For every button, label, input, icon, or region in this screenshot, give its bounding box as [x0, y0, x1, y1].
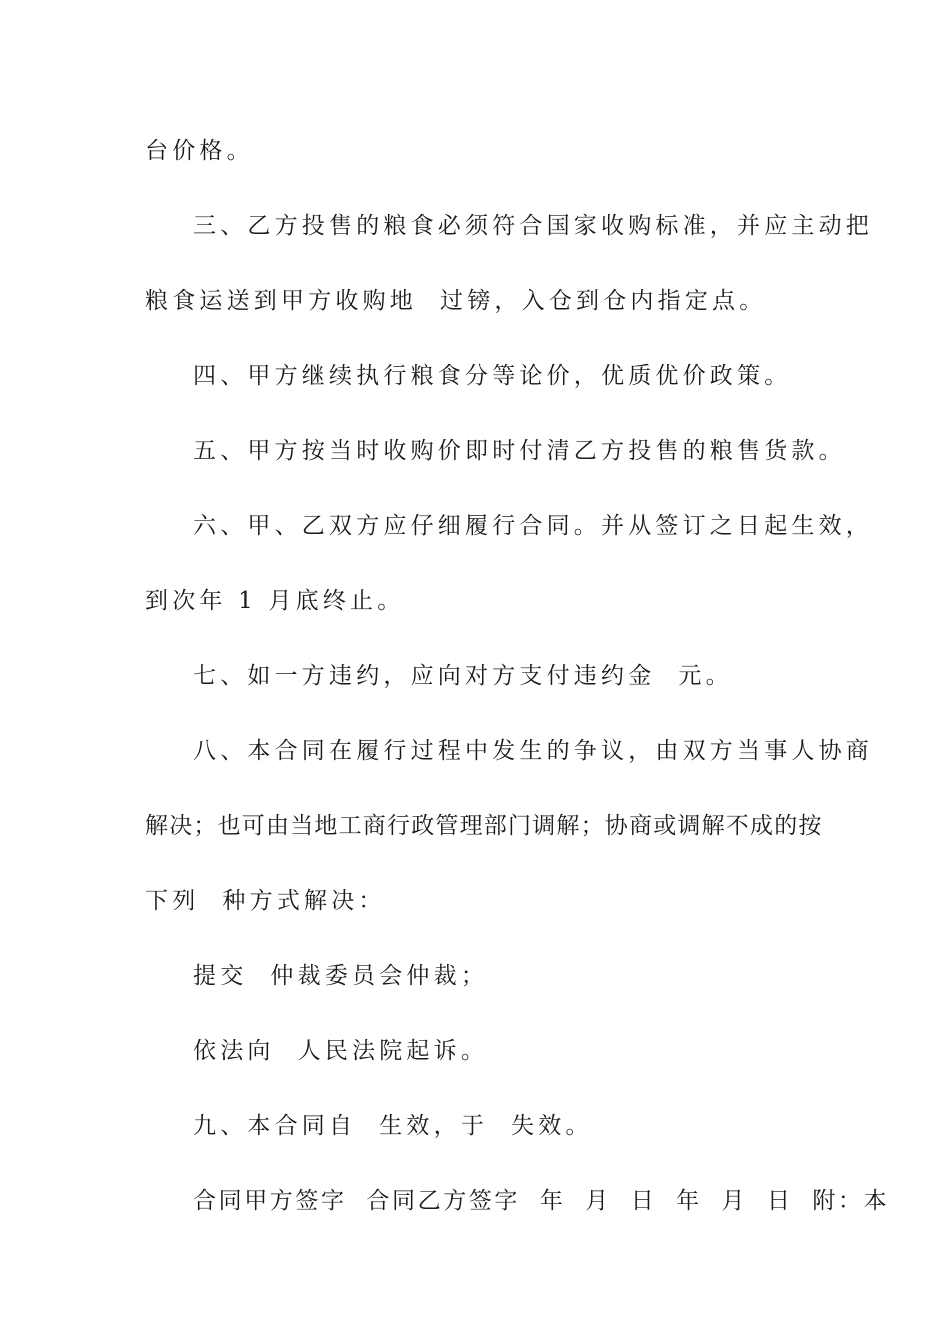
text-line-court: 依法向 人民法院起诉。: [193, 1038, 489, 1064]
text-line-clause-5: 五、甲方按当时收购价即时付清乙方投售的粮售货款。: [193, 438, 846, 464]
text-line-signatures: 合同甲方签字 合同乙方签字 年 月 日 年 月 日 附：本: [193, 1188, 890, 1214]
text-line-arbitration: 提交 仲裁委员会仲裁；: [193, 963, 489, 989]
text-line-11: 下列 种方式解决：: [145, 888, 386, 914]
text-line-10: 解决；也可由当地工商行政管理部门调解；协商或调解不成的按: [145, 813, 823, 839]
text-line-clause-6: 六、甲、乙双方应仔细履行合同。并从签订之日起生效，: [193, 513, 873, 539]
text-line-clause-4: 四、甲方继续执行粮食分等论价，优质优价政策。: [193, 363, 792, 389]
text-line-3: 粮食运送到甲方收购地 过镑，入仓到仓内指定点。: [145, 288, 767, 314]
text-line-clause-7: 七、如一方违约，应向对方支付违约金 元。: [193, 663, 733, 689]
text-line-1: 台价格。: [145, 138, 254, 164]
text-line-clause-9: 九、本合同自 生效，于 失效。: [193, 1113, 593, 1139]
text-line-clause-3: 三、乙方投售的粮食必须符合国家收购标准，并应主动把: [193, 213, 873, 239]
text-line-clause-8: 八、本合同在履行过程中发生的争议，由双方当事人协商: [193, 738, 873, 764]
text-line-7: 到次年 1 月底终止。: [145, 588, 405, 614]
